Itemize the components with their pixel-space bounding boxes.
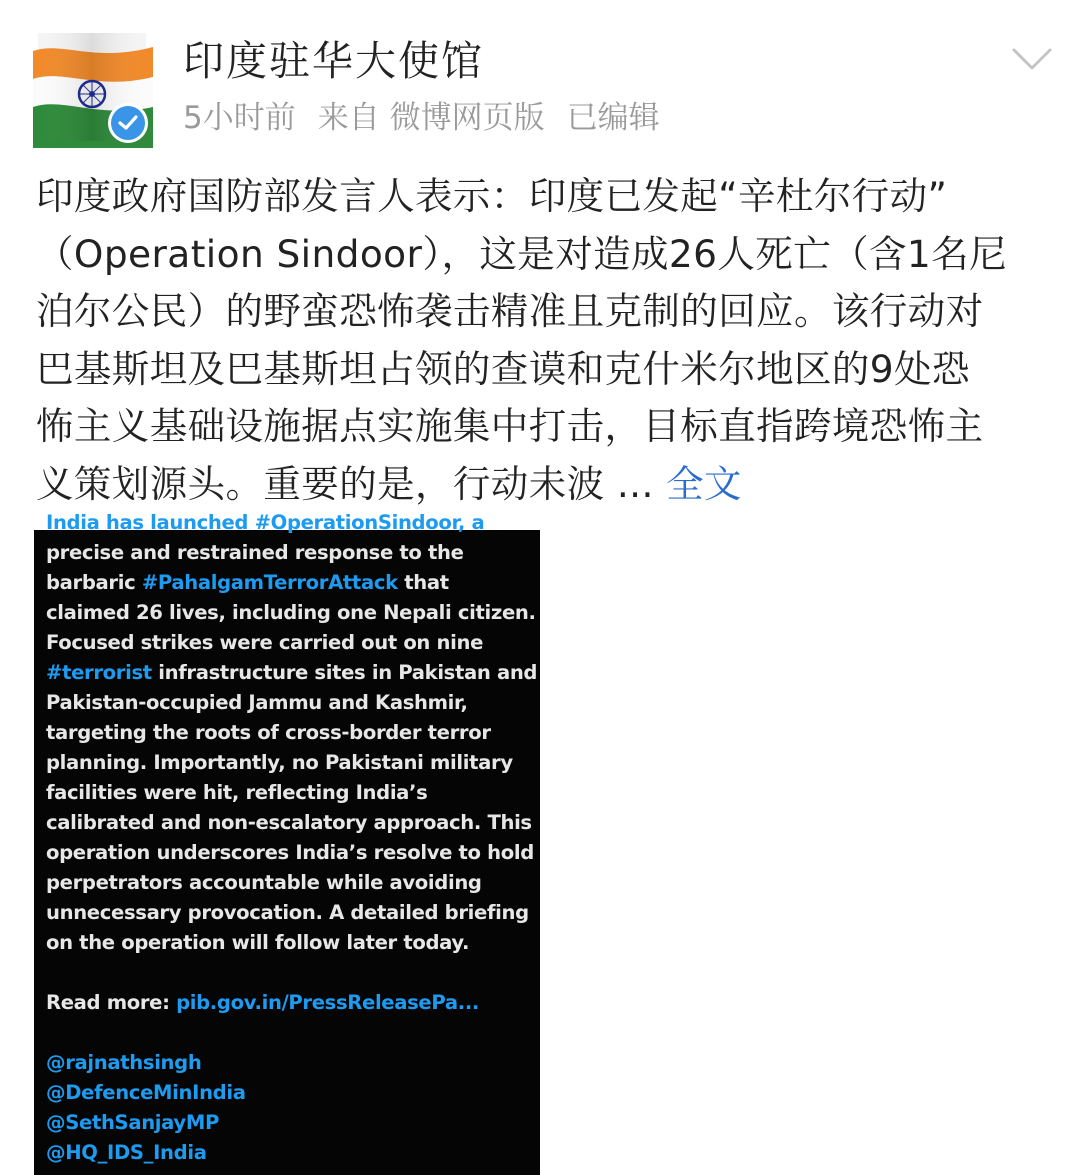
card-line: claimed 26 lives, including one Nepali citizen. — [46, 601, 536, 624]
post-meta — [183, 96, 660, 140]
mention-rajnathsingh: @rajnathsingh — [46, 1051, 202, 1074]
post-body — [36, 168, 1046, 513]
account-name[interactable]: 印度驻华大使馆 — [183, 37, 484, 85]
card-line: Focused strikes were carried out on nine — [46, 631, 484, 654]
hashtag-terrorist: #terrorist — [46, 661, 152, 684]
card-line-partial: India has launched #OperationSindoor, a — [46, 511, 485, 534]
card-line: calibrated and non-escalatory approach. This — [46, 811, 532, 834]
post-line: 印度政府国防部发言人表示：印度已发起“辛杜尔行动” — [36, 174, 948, 218]
card-line: perpetrators accountable while avoiding — [46, 871, 482, 894]
verified-badge-icon — [108, 103, 148, 143]
hashtag-pahalgam: #PahalgamTerrorAttack — [141, 571, 398, 594]
card-line: precise and restrained response to the — [46, 541, 464, 564]
full-text-link[interactable]: 全文 — [666, 461, 742, 506]
mention-hq-ids-india: @HQ_IDS_India — [46, 1141, 207, 1164]
card-line: operation underscores India’s resolve to hold — [46, 841, 534, 864]
card-line: unnecessary provocation. A detailed briefing — [46, 901, 529, 924]
read-more-link: pib.gov.in/PressReleasePa... — [176, 991, 480, 1014]
card-line — [46, 568, 536, 598]
chevron-down-icon[interactable] — [1010, 44, 1054, 74]
post-line: 泊尔公民）的野蛮恐怖袭击精准且克制的回应。该行动对 — [36, 289, 984, 333]
read-more-line — [46, 988, 536, 1018]
post-line: 怖主义基础设施据点实施集中打击，目标直指跨境恐怖主 — [36, 404, 984, 448]
mention-sethsanjaymp: @SethSanjayMP — [46, 1111, 220, 1134]
post-source: 来自 微博网页版 — [317, 100, 545, 136]
card-text-fragment: barbaric — [46, 571, 142, 594]
edited-label[interactable]: 已编辑 — [566, 100, 660, 136]
card-line: on the operation will follow later today. — [46, 931, 470, 954]
post-header — [0, 0, 1080, 150]
mention-defenceminindia: @DefenceMinIndia — [46, 1081, 246, 1104]
post-image[interactable] — [34, 511, 540, 1175]
post-line: 巴基斯坦及巴基斯坦占领的查谟和克什米尔地区的9处恐 — [36, 346, 970, 391]
read-more-label: Read more: — [46, 991, 177, 1014]
card-line: targeting the roots of cross-border terror — [46, 721, 491, 744]
verified-badge-circle — [111, 106, 145, 140]
card-line: planning. Importantly, no Pakistani military — [46, 751, 513, 774]
tweet-screenshot-text — [46, 508, 536, 1168]
post-last-line — [36, 456, 1046, 514]
card-text-fragment: infrastructure sites in Pakistan and — [151, 661, 538, 684]
card-spacer — [46, 1018, 536, 1048]
card-line — [46, 658, 536, 688]
post-time: 5小时前 — [183, 100, 296, 136]
card-text-fragment: that — [397, 571, 449, 594]
post-line-truncated: 义策划源头。重要的是，行动未波 ... — [36, 461, 654, 506]
card-spacer — [46, 958, 536, 988]
card-line: facilities were hit, reflecting India’s — [46, 781, 428, 804]
post-line: （Operation Sindoor），这是对造成26人死亡（含1名尼 — [36, 231, 1007, 276]
check-icon — [118, 115, 138, 131]
card-line: Pakistan-occupied Jammu and Kashmir, — [46, 691, 468, 714]
